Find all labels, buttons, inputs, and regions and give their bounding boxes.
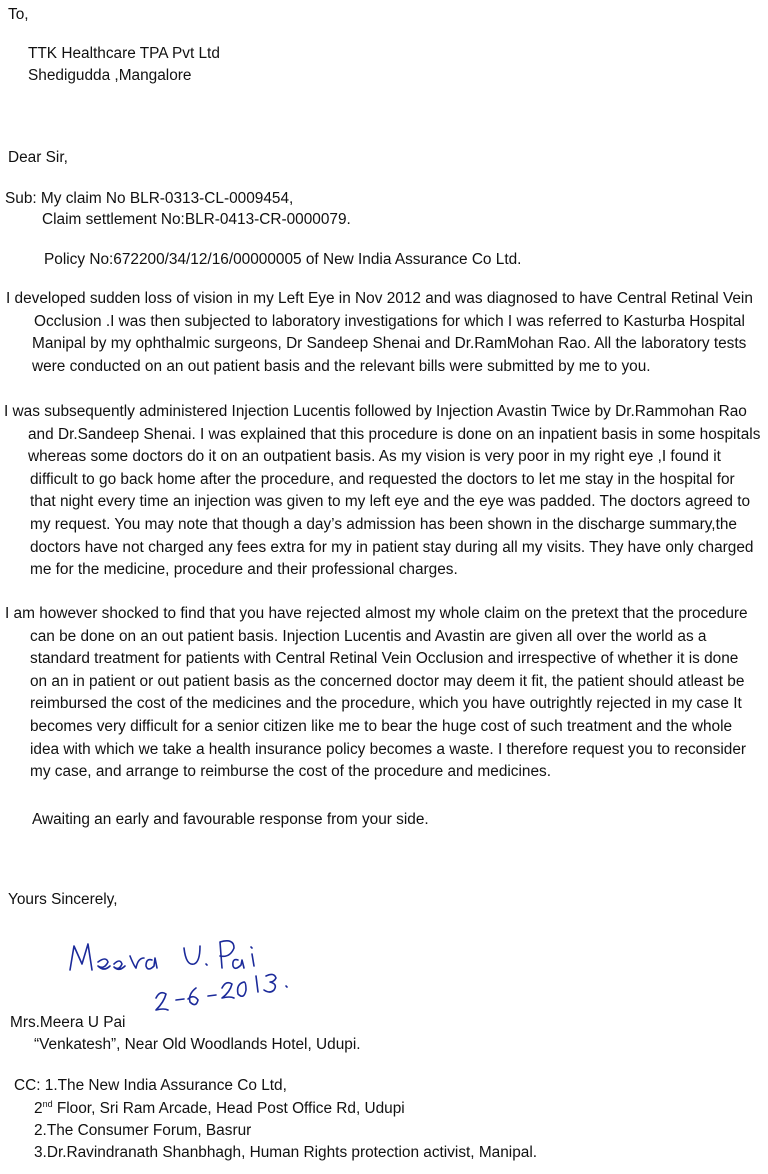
awaiting-response: Awaiting an early and favourable response from your side. xyxy=(32,811,429,828)
addressee-line-1: TTK Healthcare TPA Pvt Ltd xyxy=(28,45,220,62)
paragraph-3-line: idea with which we take a health insurance policy becomes a waste. I therefore request you to reconsider xyxy=(30,740,747,758)
cc-address: Floor, Sri Ram Arcade, Head Post Office Rd, Udupi xyxy=(52,1100,405,1117)
greeting: Dear Sir, xyxy=(8,149,68,166)
paragraph-3 xyxy=(5,603,748,784)
paragraph-1-line: I developed sudden loss of vision in my Left Eye in Nov 2012 and was diagnosed to have Central Retinal Vein xyxy=(6,290,753,307)
cc-line-4: 3.Dr.Ravindranath Shanbhagh, Human Rights protection activist, Manipal. xyxy=(34,1144,538,1161)
paragraph-1 xyxy=(6,288,753,378)
handwritten-signature xyxy=(62,930,332,1015)
cc-line-2 xyxy=(34,1099,405,1119)
paragraph-2-line: me for the medicine, procedure and their professional charges. xyxy=(30,561,458,579)
sender-name: Mrs.Meera U Pai xyxy=(10,1014,126,1031)
paragraph-3-line: on an in patient or out patient basis as the concerned doctor may deem it fit, the patient should atleast be xyxy=(30,672,745,690)
cc-line-1: CC: 1.The New India Assurance Co Ltd, xyxy=(14,1077,287,1094)
sender-address: “Venkatesh”, Near Old Woodlands Hotel, Udupi. xyxy=(34,1036,361,1053)
cc-floor-suffix: nd xyxy=(42,1098,53,1109)
paragraph-2-line: doctors have not charged any fees extra for my in patient stay during all my visits. They have only charged xyxy=(30,538,754,556)
paragraph-3-line: can be done on an out patient basis. Injection Lucentis and Avastin are given all over the world as a xyxy=(30,627,707,645)
paragraph-3-line: I am however shocked to find that you have rejected almost my whole claim on the pretext that the procedure xyxy=(5,605,748,622)
paragraph-2-line: that night every time an injection was given to my left eye and the eye was padded. The doctors agreed to xyxy=(30,493,751,511)
paragraph-2-line: and Dr.Sandeep Shenai. I was explained that this procedure is done on an inpatient basis in some hospitals xyxy=(28,425,761,443)
paragraph-2-line: my request. You may note that though a day’s admission has been shown in the discharge summary,the xyxy=(30,515,737,533)
signature-name-ink xyxy=(70,941,254,970)
paragraph-3-line: reimbursed the cost of the medicines and the procedure, which you have outrightly rejected in my case It xyxy=(30,695,742,713)
closing: Yours Sincerely, xyxy=(8,891,118,908)
cc-floor-number: 2 xyxy=(34,1100,43,1117)
paragraph-2-line: I was subsequently administered Injection Lucentis followed by Injection Avastin Twice by Dr.Rammohan Rao xyxy=(4,403,747,420)
subject-claim-no: Sub: My claim No BLR-0313-CL-0009454, xyxy=(5,190,294,207)
paragraph-2 xyxy=(4,401,760,582)
salutation-to: To, xyxy=(8,6,29,23)
paragraph-3-line: becomes very difficult for a senior citizen like me to bear the huge cost of such treatment and the whole xyxy=(30,717,733,735)
addressee-line-2: Shedigudda ,Mangalore xyxy=(28,67,192,84)
paragraph-1-line: were conducted on an out patient basis and the relevant bills were submitted by me to you. xyxy=(32,357,651,375)
paragraph-1-line: Occlusion .I was then subjected to laboratory investigations for which I was referred to Kasturba Hospital xyxy=(34,312,745,330)
paragraph-2-line: whereas some doctors do it on an outpatient basis. As my vision is very poor in my right eye ,I found it xyxy=(28,448,721,466)
paragraph-3-line: my case, and arrange to reimburse the cost of the procedure and medicines. xyxy=(30,763,551,781)
subject-settlement-no: Claim settlement No:BLR-0413-CR-0000079. xyxy=(42,211,351,228)
paragraph-2-line: difficult to go back home after the procedure, and requested the doctors to let me stay in the hospital for xyxy=(30,470,735,488)
paragraph-3-line: standard treatment for patients with Central Retinal Vein Occlusion and irrespective of whether it is done xyxy=(30,650,739,668)
subject-policy-no: Policy No:672200/34/12/16/00000005 of New India Assurance Co Ltd. xyxy=(44,251,522,268)
cc-line-3: 2.The Consumer Forum, Basrur xyxy=(34,1122,252,1139)
paragraph-1-line: Manipal by my ophthalmic surgeons, Dr Sandeep Shenai and Dr.RamMohan Rao. All the laboratory tests xyxy=(32,335,747,353)
signature-date-ink xyxy=(156,974,287,1010)
